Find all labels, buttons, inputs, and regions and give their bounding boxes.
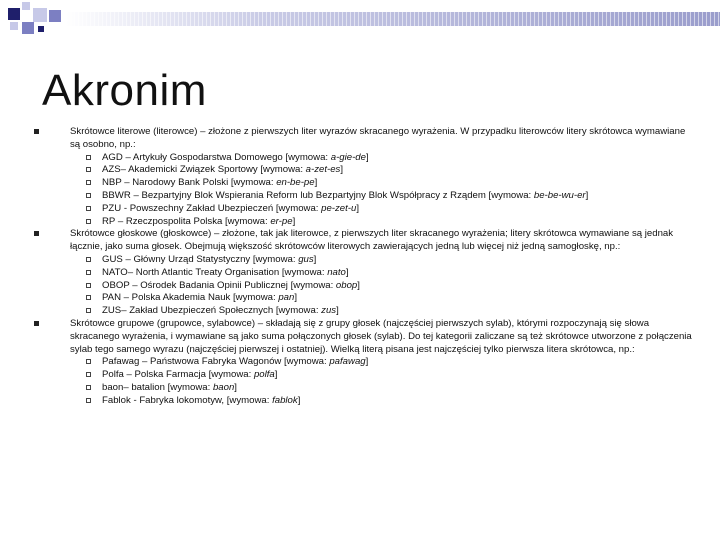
- slide-title: Akronim: [42, 66, 207, 115]
- sub-item: [34, 203, 694, 216]
- header-gradient-bar: [66, 12, 720, 26]
- sub-item-text: GUS – Główny Urząd Statystyczny [wymowa:: [102, 253, 299, 265]
- deco-square: [22, 22, 34, 34]
- bracket-close: ]: [356, 202, 360, 214]
- pronunciation: baon: [212, 381, 235, 393]
- pronunciation: pafawag: [329, 356, 366, 368]
- bullet-text: Skrótowce głoskowe (głoskowce) – złożone, tak jak literowce, z pierwszych liter skracanego wyrażenia; litery skrótowca wymawiane są jednak łącznie, jako suma głosek. Obejmują większość skrótowców literowych zawierających jedną lub więcej niż jedną samogłoskę, np.:: [70, 228, 674, 253]
- bracket-close: ]: [294, 292, 297, 304]
- hollow-square-bullet-icon: [86, 193, 91, 198]
- sub-item: [34, 382, 694, 395]
- pronunciation: a-gie-de: [330, 151, 366, 163]
- square-bullet-icon: [34, 321, 39, 326]
- sub-item: [34, 280, 694, 293]
- bracket-close: ]: [274, 369, 278, 381]
- pronunciation: en-be-pe: [276, 177, 315, 189]
- deco-square: [49, 10, 61, 22]
- bracket-close: ]: [336, 305, 339, 317]
- sub-item-text: Fablok - Fabryka lokomotyw, [wymowa:: [102, 394, 273, 406]
- sub-item-text: PZU - Powszechny Zakład Ubezpieczeń [wymowa:: [102, 202, 322, 214]
- slide-content: [34, 126, 694, 408]
- bracket-close: ]: [314, 177, 318, 189]
- pronunciation: zus: [321, 305, 337, 317]
- bullet-literowce: [34, 126, 694, 152]
- sub-item: [34, 254, 694, 267]
- bracket-close: ]: [234, 381, 237, 393]
- decorative-squares: [0, 0, 60, 40]
- sub-item: [34, 152, 694, 165]
- sub-item: [34, 164, 694, 177]
- deco-square: [8, 8, 20, 20]
- sub-item-text: NBP – Narodowy Bank Polski [wymowa:: [102, 177, 277, 189]
- sub-item-text: Pafawag – Państwowa Fabryka Wagonów [wymowa:: [102, 356, 330, 368]
- hollow-square-bullet-icon: [86, 180, 91, 185]
- sub-list-literowce: [34, 152, 694, 229]
- bracket-close: ]: [365, 151, 369, 163]
- sub-item-text: BBWR – Bezpartyjny Blok Wspierania Reform lub Bezpartyjny Blok Współpracy z Rządem [wymowa:: [102, 189, 534, 201]
- pronunciation: obop: [335, 279, 358, 291]
- bracket-close: ]: [340, 164, 343, 176]
- deco-square: [22, 2, 30, 10]
- hollow-square-bullet-icon: [86, 295, 91, 300]
- deco-square: [38, 26, 44, 32]
- sub-item-text: OBOP – Ośrodek Badania Opinii Publicznej [wymowa:: [102, 279, 336, 291]
- hollow-square-bullet-icon: [86, 398, 91, 403]
- bullet-text: Skrótowce literowe (literowce) – złożone z pierwszych liter wyrazów skracanego wyrażenia. W przypadku literowców litery skrótowca wymawiane są osobno, np.:: [70, 126, 686, 150]
- bracket-close: ]: [357, 279, 360, 291]
- hollow-square-bullet-icon: [86, 206, 91, 211]
- hollow-square-bullet-icon: [86, 257, 91, 262]
- sub-list-grupowce: [34, 356, 694, 407]
- sub-item: [34, 395, 694, 408]
- sub-item: [34, 305, 694, 318]
- sub-item-text: NATO– North Atlantic Treaty Organisation [wymowa:: [102, 266, 328, 278]
- sub-item-text: RP – Rzeczpospolita Polska [wymowa:: [102, 215, 271, 227]
- hollow-square-bullet-icon: [86, 155, 91, 160]
- pronunciation: pe-zet-u: [321, 202, 357, 214]
- pronunciation: er-pe: [270, 215, 293, 227]
- bracket-close: ]: [313, 253, 317, 265]
- sub-item-text: ZUS– Zakład Ubezpieczeń Społecznych [wymowa:: [102, 305, 322, 317]
- sub-item-text: baon– batalion [wymowa:: [102, 381, 213, 393]
- pronunciation: nato: [327, 266, 346, 278]
- hollow-square-bullet-icon: [86, 283, 91, 288]
- hollow-square-bullet-icon: [86, 359, 91, 364]
- bracket-close: ]: [292, 215, 296, 227]
- sub-item-text: AGD – Artykuły Gospodarstwa Domowego [wymowa:: [102, 151, 331, 163]
- bullet-grupowce: [34, 318, 694, 356]
- bullet-text: Skrótowce grupowe (grupowce, sylabowce) – składają się z grupy głosek (najczęściej pierwszych sylab), którymi rozpoczynają się słowa skracanego wyrażenia, i wymawiane są jako suma połączonych głosek (sylab). Do tej kategorii zaliczane są też skrótowce utworzone z połączenia sylab tego samego wyrazu (najczęściej pierwszej i ostatniej). Wielką literą pisana jest najczęściej tylko pierwsza litera skrótowca, np.:: [70, 317, 692, 355]
- sub-item: [34, 177, 694, 190]
- deco-square: [33, 8, 47, 22]
- pronunciation: gus: [298, 253, 314, 265]
- hollow-square-bullet-icon: [86, 167, 91, 172]
- deco-square: [10, 22, 18, 30]
- bracket-close: ]: [585, 189, 589, 201]
- sub-item: [34, 267, 694, 280]
- bracket-close: ]: [365, 356, 369, 368]
- sub-item: [34, 356, 694, 369]
- sub-item: [34, 216, 694, 229]
- pronunciation: fablok: [272, 394, 298, 406]
- hollow-square-bullet-icon: [86, 385, 91, 390]
- pronunciation: be-be-wu-er: [533, 189, 586, 201]
- square-bullet-icon: [34, 129, 39, 134]
- hollow-square-bullet-icon: [86, 308, 91, 313]
- sub-item-text: Polfa – Polska Farmacja [wymowa:: [102, 369, 254, 381]
- pronunciation: pan: [278, 292, 295, 304]
- pronunciation: polfa: [253, 369, 275, 381]
- sub-item: [34, 190, 694, 203]
- hollow-square-bullet-icon: [86, 372, 91, 377]
- sub-item: [34, 292, 694, 305]
- sub-item-text: PAN – Polska Akademia Nauk [wymowa:: [102, 292, 279, 304]
- square-bullet-icon: [34, 231, 39, 236]
- sub-item-text: AZS– Akademicki Związek Sportowy [wymowa:: [102, 164, 306, 176]
- sub-list-gloskowce: [34, 254, 694, 318]
- hollow-square-bullet-icon: [86, 270, 91, 275]
- bracket-close: ]: [345, 266, 349, 278]
- bullet-gloskowce: [34, 228, 694, 254]
- hollow-square-bullet-icon: [86, 219, 91, 224]
- pronunciation: a-zet-es: [305, 164, 341, 176]
- bracket-close: ]: [297, 394, 301, 406]
- sub-item: [34, 369, 694, 382]
